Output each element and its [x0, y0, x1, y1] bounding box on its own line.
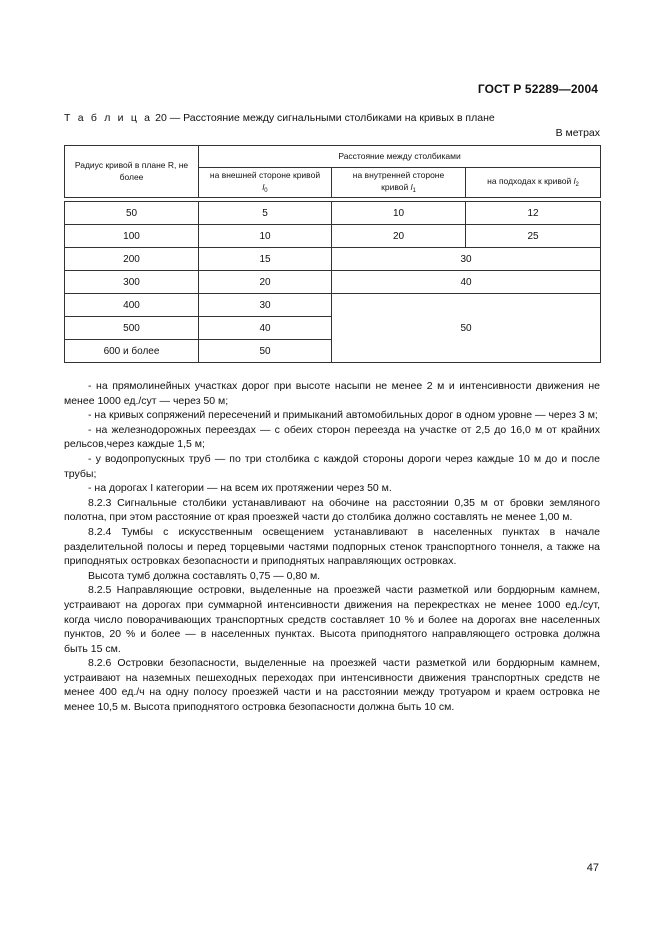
- cell-radius: 300: [65, 271, 199, 294]
- table-caption-label: Т а б л и ц а: [64, 112, 153, 124]
- paragraph: 8.2.3 Сигнальные столбики устанавливают на обочине на расстоянии 0,35 м от бровки земляного полотна, при этом расстояние от края проезжей части до столбика должно составлять не менее 1,00 м.: [64, 496, 600, 524]
- paragraph: - у водопропускных труб — по три столбика с каждой стороны дороги через каждые 10 м до и после трубы;: [64, 452, 600, 480]
- cell-approach: 25: [466, 225, 601, 248]
- header-approach-sub: 2: [575, 181, 579, 188]
- paragraph: Высота тумб должна составлять 0,75 — 0,80 м.: [88, 569, 321, 582]
- table-row: [65, 225, 601, 248]
- header-inner-sub: 1: [412, 187, 416, 194]
- cell-inner-approach: 40: [332, 271, 601, 294]
- paragraph: - на дорогах I категории — на всем их протяжении через 50 м.: [88, 482, 392, 495]
- header-group: Расстояние между столбиками: [199, 146, 601, 168]
- header-inner: [332, 168, 466, 198]
- table-caption-text: 20 — Расстояние между сигнальными столбиками на кривых в плане: [155, 112, 495, 124]
- table-caption: [64, 112, 495, 124]
- cell-inner: 20: [332, 225, 466, 248]
- distance-table: [64, 145, 601, 363]
- cell-outer: 5: [199, 202, 332, 225]
- cell-outer: 15: [199, 248, 332, 271]
- header-approach: [466, 168, 601, 198]
- table-row: [65, 294, 601, 317]
- paragraph: 8.2.4 Тумбы с искусственным освещением устанавливают в населенных пунктах в начале разделительной полосы и перед торцевыми частями подпорных стенок транспортного тоннеля, а также на приподнятых островках безопасности и приподнятых направляющих островках.: [64, 525, 600, 568]
- cell-outer: 20: [199, 271, 332, 294]
- table-units: В метрах: [555, 127, 600, 139]
- table-row: [65, 271, 601, 294]
- header-approach-text: на подходах к кривой: [487, 175, 572, 186]
- header-radius: [65, 146, 199, 198]
- cell-approach: 12: [466, 202, 601, 225]
- header-outer-sub: 0: [264, 187, 268, 194]
- header-outer: [199, 168, 332, 198]
- cell-inner: 10: [332, 202, 466, 225]
- paragraph: - на прямолинейных участках дорог при высоте насыпи не менее 2 м и интенсивности движения не менее 1000 ед./сут — через 50 м;: [64, 380, 600, 407]
- body-text: [64, 379, 600, 715]
- cell-radius: 50: [65, 202, 199, 225]
- cell-radius: 100: [65, 225, 199, 248]
- cell-merged-bottom: 50: [332, 294, 601, 363]
- header-inner-text: на внутренней стороне кривой: [352, 170, 445, 192]
- paragraph: - на кривых сопряжений пересечений и примыканий автомобильных дорог в одном уровне — через 3 м;: [88, 409, 598, 422]
- header-outer-text: на внешней стороне кривой: [209, 170, 321, 181]
- cell-radius: 500: [65, 317, 199, 340]
- cell-inner-approach: 30: [332, 248, 601, 271]
- cell-outer: 10: [199, 225, 332, 248]
- header-approach-var: l: [573, 175, 576, 186]
- header-radius-text: Радиус кривой в плане R, не более: [74, 160, 189, 182]
- cell-outer: 40: [199, 317, 332, 340]
- cell-outer: 50: [199, 340, 332, 363]
- standard-code: ГОСТ Р 52289—2004: [477, 82, 598, 96]
- header-outer-var: l: [262, 181, 265, 192]
- cell-radius: 200: [65, 248, 199, 271]
- page-number: 47: [586, 862, 599, 874]
- cell-radius: 400: [65, 294, 199, 317]
- paragraph: 8.2.5 Направляющие островки, выделенные на проезжей части разметкой или бордюрным камнем, устраивают на дорогах при суммарной интенсивности движения на перекрестках не менее 1000 ед./сут, когда число поворачивающих транспортных средств составляет 10 % и более на дорогах вне населенных пунктов, 20 % и более — в населенных пунктах. Высота приподнятого направляющего островка должна быть 15 см.: [64, 584, 600, 655]
- table-row: [65, 248, 601, 271]
- table-row: [65, 202, 601, 225]
- cell-outer: 30: [199, 294, 332, 317]
- cell-radius: 600 и более: [65, 340, 199, 363]
- paragraph: 8.2.6 Островки безопасности, выделенные на проезжей части разметкой или бордюрным камнем, устраивают на наземных пешеходных переходах при интенсивности движения транспортных средств не менее 400 ед./ч на одну полосу проезжей части и на расстоянии между тротуаром и краем островка не менее 10,5 м. Высота приподнятого островка безопасности должна быть 10 см.: [64, 657, 600, 714]
- header-inner-var: l: [410, 181, 413, 192]
- paragraph: - на железнодорожных переездах — с обеих сторон переезда на участке от 2,5 до 16,0 м от крайних рельсов,через каждые 1,5 м;: [64, 423, 600, 451]
